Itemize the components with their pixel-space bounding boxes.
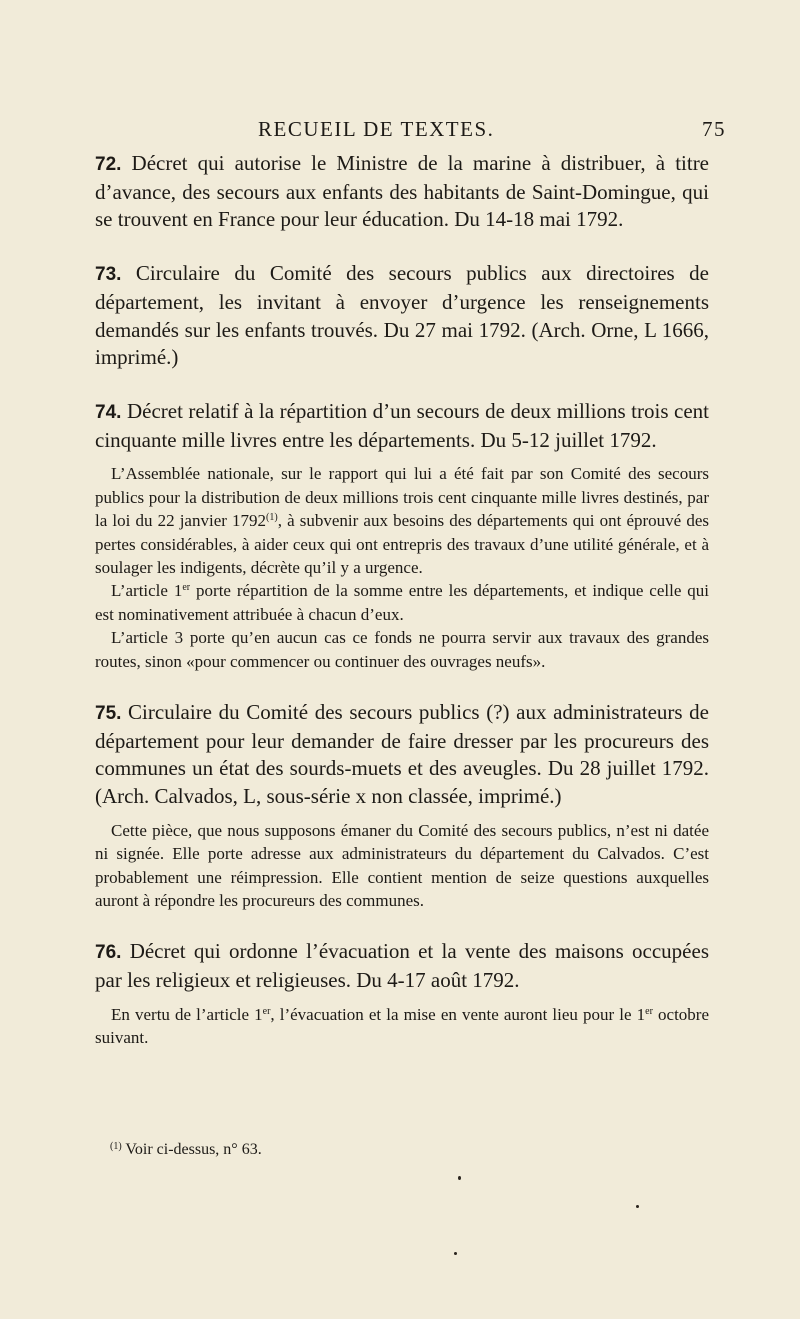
paragraph-text: , à subvenir aux besoins des départements qui ont éprouvé des pertes considérables, à aider ceux qui ont entrepris des travaux d’une utilité générale, et à soulager les indigents, décrète qu’il y a urgence. xyxy=(95,511,709,577)
entry-number: 75. xyxy=(95,702,122,724)
entry-number: 76. xyxy=(95,942,122,964)
paper-speck xyxy=(454,1252,457,1255)
entry-title: Décret qui ordonne l’évacuation et la vente des maisons occupées par les religieux et religieuses. Du 4-17 août 1792. xyxy=(95,939,709,993)
entry-75-heading xyxy=(95,699,709,811)
entry-title: Décret relatif à la répartition d’un secours de deux millions trois cent cinquante mille livres entre les départements. Du 5-12 juillet 1792. xyxy=(95,398,709,452)
running-title: RECUEIL DE TEXTES. xyxy=(258,117,495,141)
ordinal-suffix: er xyxy=(645,1005,653,1017)
entry-number: 72. xyxy=(95,154,122,175)
footnote-text: Voir ci-dessus, n° 63. xyxy=(121,1141,262,1158)
entry-73-heading xyxy=(95,260,709,372)
paragraph-text: , l’évacuation et la mise en vente auront lieu pour le 1 xyxy=(270,1004,646,1024)
running-head xyxy=(0,117,800,147)
entry-75-paragraph-1: Cette pièce, que nous supposons émaner du Comité des secours publics, n’est ni datée ni signée. Elle porte adresse aux administrateurs du département du Calvados. C’est probablement une réimpression. Elle contient mention de seize questions auxquelles auront à répondre les procureurs des communes. xyxy=(95,820,709,911)
paragraph-text: L’Assemblée nationale, sur le rapport qui lui a été fait par son Comité des secours publics pour la distribution de deux millions trois cent cinquante mille livres destinés, par la loi du 22 janvier 1792 xyxy=(95,464,709,531)
paper-speck xyxy=(636,1205,639,1208)
paragraph-text: En vertu de l’article 1 xyxy=(111,1004,263,1024)
ordinal-suffix: er xyxy=(262,1005,271,1017)
page-number: 75 xyxy=(702,117,726,141)
text-block xyxy=(95,150,709,1050)
entry-74-paragraph-3: L’article 3 porte qu’en aucun cas ce fonds ne pourra servir aux travaux des grandes routes, sinon «pour commencer ou continuer des ouvrages neufs». xyxy=(95,628,709,671)
footnote-marker: (1) xyxy=(110,1141,122,1152)
entry-74-heading xyxy=(95,398,709,454)
entry-76-paragraph-1 xyxy=(95,1003,709,1050)
entry-title: Circulaire du Comité des secours publics aux directoires de département, les invitant à envoyer d’urgence les renseignements demandés sur les enfants trouvés. Du 27 mai 1792. (Arch. Orne, L 1666, imprimé.) xyxy=(95,261,710,370)
entry-number: 73. xyxy=(95,264,122,286)
paper-speck xyxy=(458,1176,461,1180)
ordinal-suffix: er xyxy=(182,582,191,594)
entry-72-heading xyxy=(95,150,709,234)
entry-74-paragraph-2 xyxy=(95,579,709,626)
footnote-reference: (1) xyxy=(266,512,278,524)
paragraph-text: L’article 1 xyxy=(111,581,183,601)
entry-title: Décret qui autorise le Ministre de la marine à distribuer, à titre d’avance, des secours aux enfants des habitants de Saint-Domingue, qui se trouvent en France pour leur éducation. Du 14-18 mai 1792. xyxy=(95,151,710,232)
paragraph-text: octobre suivant. xyxy=(95,1004,709,1048)
paragraph-text: porte répartition de la somme entre les départements, et indique celle qui est nominativement attribuée à chacun d’eux. xyxy=(95,581,709,624)
footnote xyxy=(110,1141,262,1159)
entry-number: 74. xyxy=(95,401,122,423)
entry-74-paragraph-1 xyxy=(95,462,709,579)
entry-title: Circulaire du Comité des secours publics (?) aux administrateurs de département pour leur demander de faire dresser par les procureurs des communes un état des sourds-muets et des aveugles. Du 28 juillet 1792. (Arch. Calvados, L, sous-série x non classée, imprimé.) xyxy=(95,699,709,809)
entry-76-heading xyxy=(95,938,709,994)
